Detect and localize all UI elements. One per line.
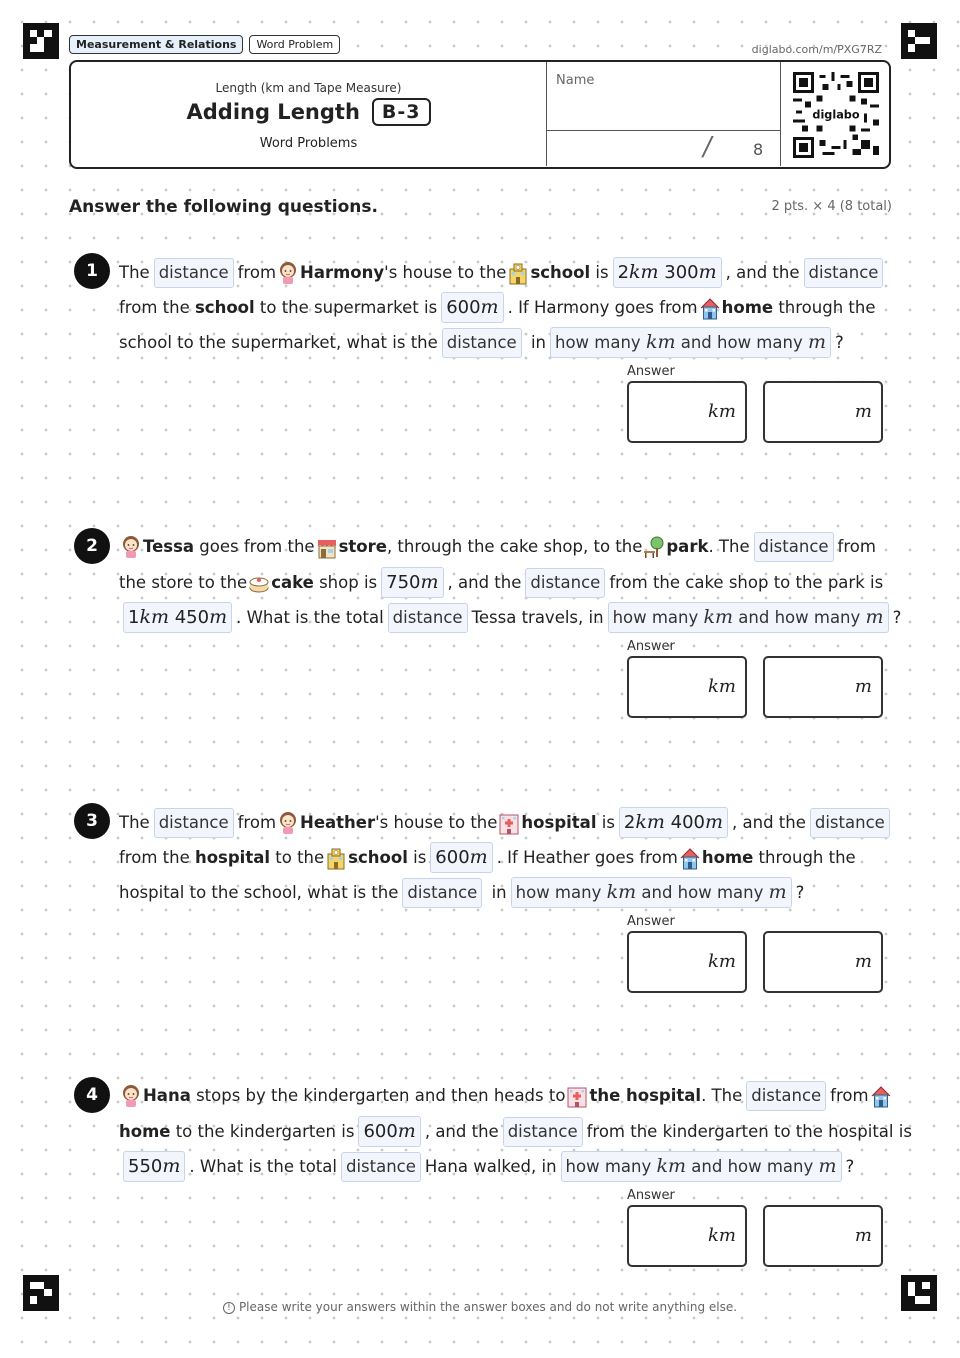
value-number: 600 <box>446 297 481 318</box>
value-number: 2 <box>623 812 636 833</box>
length-value <box>123 602 232 633</box>
question-text: , and the <box>424 1121 499 1141</box>
unit-m: m <box>818 1155 837 1177</box>
value-unit: m <box>420 571 439 593</box>
answer-box-m[interactable] <box>763 381 883 443</box>
length-value <box>441 292 503 323</box>
question-text: 's house to the <box>384 262 507 282</box>
girl-icon <box>277 261 299 285</box>
question-text: is <box>590 262 609 282</box>
question-text-line <box>119 292 875 323</box>
keyword-bold: school <box>530 262 591 282</box>
question-text: . The <box>701 1086 743 1105</box>
length-value <box>123 1151 185 1182</box>
question-number: 2 <box>74 528 110 564</box>
keyword-bold: park <box>666 537 709 556</box>
value-unit: km <box>635 811 665 833</box>
house-icon <box>699 296 721 320</box>
park-icon <box>643 535 665 559</box>
question-text: from <box>237 812 277 832</box>
unit-question-highlight <box>561 1151 842 1182</box>
value-unit: m <box>480 296 499 318</box>
question-text-line <box>119 567 883 598</box>
distance-highlight: distance <box>503 1117 583 1147</box>
question-text: Tessa travels, in <box>471 607 604 627</box>
distance-highlight: distance <box>804 258 884 288</box>
answer-box-km[interactable] <box>627 931 747 993</box>
question-text: from the <box>119 847 195 867</box>
question-text: school to the supermarket, what is the <box>119 332 438 352</box>
question-text: how many <box>612 608 704 627</box>
qr-code-icon <box>793 72 879 158</box>
question-text: , and the <box>732 812 806 832</box>
answer-label: Answer <box>627 639 675 654</box>
question-text: , through the cake shop, to the <box>386 537 643 556</box>
question-text: . If Harmony goes from <box>507 297 698 317</box>
question-text: . What is the total <box>189 1156 337 1176</box>
question-text: , and the <box>447 572 522 592</box>
name-divider <box>547 130 780 131</box>
question-text-line <box>119 877 804 908</box>
answer-unit-m: m <box>854 951 872 972</box>
value-unit: m <box>209 606 228 628</box>
question-text-line <box>119 602 901 633</box>
question-text: from the cake shop to the park is <box>609 572 884 592</box>
question-text: from the kindergarten to the hospital is <box>586 1121 912 1141</box>
keyword-bold: home <box>721 297 774 317</box>
question-text: goes from the <box>194 537 315 556</box>
question-text: to the kindergarten is <box>170 1121 355 1141</box>
length-value <box>619 807 728 838</box>
question-text: in <box>525 332 546 352</box>
question-4 <box>0 1074 960 1314</box>
answer-unit-km: km <box>708 676 736 697</box>
keyword-bold: Tessa <box>143 537 195 556</box>
question-text: how many <box>555 333 646 352</box>
question-text-line <box>119 327 844 358</box>
school-icon <box>507 261 529 285</box>
question-text: and how many <box>686 1157 819 1176</box>
unit-km: km <box>645 331 676 353</box>
footer-note-row <box>0 1300 960 1314</box>
distance-highlight: distance <box>810 808 890 838</box>
question-text: ? <box>795 882 805 902</box>
corner-marker-top-right <box>901 23 937 59</box>
length-value <box>613 257 722 288</box>
question-text: 's house to the <box>375 812 498 832</box>
distance-highlight: distance <box>442 328 522 358</box>
keyword-bold: Heather <box>300 812 376 832</box>
unit-m: m <box>807 331 826 353</box>
girl-icon <box>120 1084 142 1108</box>
keyword-bold: cake <box>271 572 314 592</box>
question-text: to the supermarket is <box>254 297 438 317</box>
question-number: 1 <box>74 253 110 289</box>
question-text: how many <box>515 883 607 902</box>
value-number: 600 <box>363 1121 398 1142</box>
length-value <box>430 842 492 873</box>
worksheet-url: diglabo.com/m/PXG7RZ <box>751 43 882 56</box>
distance-highlight: distance <box>154 808 234 838</box>
question-2 <box>0 525 960 765</box>
value-number: 600 <box>435 847 470 868</box>
value-unit: m <box>704 811 724 833</box>
question-text: , and the <box>725 262 800 282</box>
answer-unit-m: m <box>854 401 872 422</box>
question-text: ? <box>892 607 902 627</box>
question-text: from <box>830 1086 869 1105</box>
distance-highlight: distance <box>341 1152 421 1182</box>
question-text: ? <box>845 1156 855 1176</box>
question-text: Hana walked, in <box>424 1156 557 1176</box>
keyword-bold: hospital <box>194 847 271 867</box>
answer-unit-km: km <box>708 1225 736 1246</box>
question-text: and how many <box>733 608 866 627</box>
answer-box-km[interactable] <box>627 381 747 443</box>
unit-km: km <box>703 606 734 628</box>
answer-unit-m: m <box>854 676 872 697</box>
unit-m: m <box>768 881 787 903</box>
answer-unit-m: m <box>854 1225 872 1246</box>
question-text: . What is the total <box>236 607 384 627</box>
question-text: and how many <box>636 883 769 902</box>
question-text: stops by the kindergarten and then heads to <box>190 1086 566 1105</box>
question-text-line <box>119 842 856 873</box>
answer-box-m[interactable] <box>763 656 883 718</box>
question-text: from <box>237 262 277 282</box>
keyword-bold: home <box>119 1121 171 1141</box>
answer-box-m[interactable] <box>763 931 883 993</box>
question-number: 3 <box>74 803 110 839</box>
question-text: through the <box>773 297 876 317</box>
question-text: hospital to the school, what is the <box>119 882 399 902</box>
value-unit: m <box>698 261 717 283</box>
header-title-block <box>71 62 546 166</box>
header-title-row <box>71 98 546 126</box>
value-number: 400 <box>664 812 705 833</box>
type-tag: Word Problem <box>249 35 340 54</box>
header-footer-text: Word Problems <box>259 136 358 151</box>
question-text-line <box>119 1081 893 1111</box>
answer-label: Answer <box>627 364 675 379</box>
distance-highlight: distance <box>525 568 605 598</box>
category-tag: Measurement & Relations <box>69 35 243 54</box>
question-3 <box>0 800 960 1040</box>
page-title: Adding Length <box>186 100 360 124</box>
girl-icon <box>277 811 299 835</box>
qr-brand-label: diglabo <box>812 108 860 122</box>
question-text: . If Heather goes from <box>496 847 678 867</box>
unit-m: m <box>865 606 884 628</box>
question-text: the store to the <box>119 572 248 592</box>
distance-highlight: distance <box>754 532 834 562</box>
name-score-panel <box>546 62 781 166</box>
value-unit: km <box>629 261 659 283</box>
tag-group <box>69 35 340 54</box>
unit-question-highlight <box>550 327 831 358</box>
question-text-line <box>119 1151 854 1182</box>
distance-highlight: distance <box>402 878 482 908</box>
keyword-bold: store <box>338 537 387 556</box>
header-subtitle: Length (km and Tape Measure) <box>215 81 402 95</box>
answer-label: Answer <box>627 914 675 929</box>
value-number: 2 <box>617 262 630 283</box>
hospital-icon <box>566 1084 588 1108</box>
keyword-bold: hospital <box>521 812 597 832</box>
answer-label: Answer <box>627 1188 675 1203</box>
answer-box-m[interactable] <box>763 1205 883 1267</box>
value-unit: m <box>469 846 488 868</box>
distance-highlight: distance <box>388 603 468 633</box>
unit-km: km <box>656 1155 687 1177</box>
question-text: how many <box>565 1157 657 1176</box>
question-text: from the <box>119 297 195 317</box>
school-icon <box>325 846 347 870</box>
hospital-icon <box>498 811 520 835</box>
girl-icon <box>120 535 142 559</box>
keyword-bold: school <box>348 847 408 867</box>
value-unit: km <box>139 606 169 628</box>
value-number: 450 <box>168 607 210 628</box>
keyword-bold: home <box>701 847 754 867</box>
keyword-bold: the hospital <box>589 1086 702 1105</box>
value-unit: m <box>397 1120 416 1142</box>
footer-note: Please write your answers within the answer boxes and do not write anything else. <box>238 1300 738 1314</box>
value-unit: m <box>162 1155 181 1177</box>
score-total: 8 <box>753 140 764 159</box>
question-text: . The <box>708 537 750 556</box>
length-value <box>381 567 443 598</box>
unit-km: km <box>606 881 637 903</box>
length-value <box>358 1116 420 1147</box>
answer-box-km[interactable] <box>627 656 747 718</box>
question-text: from <box>837 537 876 556</box>
distance-highlight: distance <box>154 258 234 288</box>
worksheet-header <box>69 60 891 169</box>
answer-unit-km: km <box>708 401 736 422</box>
keyword-bold: school <box>194 297 255 317</box>
question-text-line <box>119 1116 912 1147</box>
question-text: through the <box>753 847 856 867</box>
answer-box-km[interactable] <box>627 1205 747 1267</box>
question-text-line <box>119 807 894 838</box>
question-text: ? <box>835 332 844 352</box>
keyword-bold: Harmony <box>300 262 385 282</box>
question-text: in <box>486 882 507 902</box>
distance-highlight: distance <box>746 1081 826 1111</box>
question-text: and how many <box>675 333 808 352</box>
question-text: The <box>119 262 150 282</box>
points-info: 2 pts. × 4 (8 total) <box>771 199 892 214</box>
value-number: 550 <box>128 1156 163 1177</box>
keyword-bold: Hana <box>143 1086 191 1105</box>
unit-question-highlight <box>608 602 889 633</box>
name-label: Name <box>556 73 595 88</box>
answer-unit-km: km <box>708 951 736 972</box>
question-number: 4 <box>74 1077 110 1113</box>
store-icon <box>316 535 338 559</box>
question-text: shop is <box>313 572 378 592</box>
info-icon: ! <box>223 1302 235 1314</box>
question-1 <box>0 250 960 490</box>
value-number: 300 <box>658 262 699 283</box>
question-text: is <box>407 847 427 867</box>
house-icon <box>870 1084 892 1108</box>
corner-marker-top-left <box>23 23 59 59</box>
question-text: The <box>119 812 150 832</box>
question-text-line <box>119 532 876 562</box>
value-number: 750 <box>386 572 421 593</box>
instructions: Answer the following questions. <box>69 197 378 217</box>
question-text-line <box>119 257 887 288</box>
value-number: 1 <box>128 607 140 628</box>
unit-question-highlight <box>511 877 792 908</box>
score-slash: / <box>700 132 715 162</box>
question-text: to the <box>270 847 325 867</box>
house-icon <box>679 846 701 870</box>
cake-icon <box>248 571 270 595</box>
question-text: is <box>596 812 615 832</box>
level-code-badge: B-3 <box>372 98 431 126</box>
